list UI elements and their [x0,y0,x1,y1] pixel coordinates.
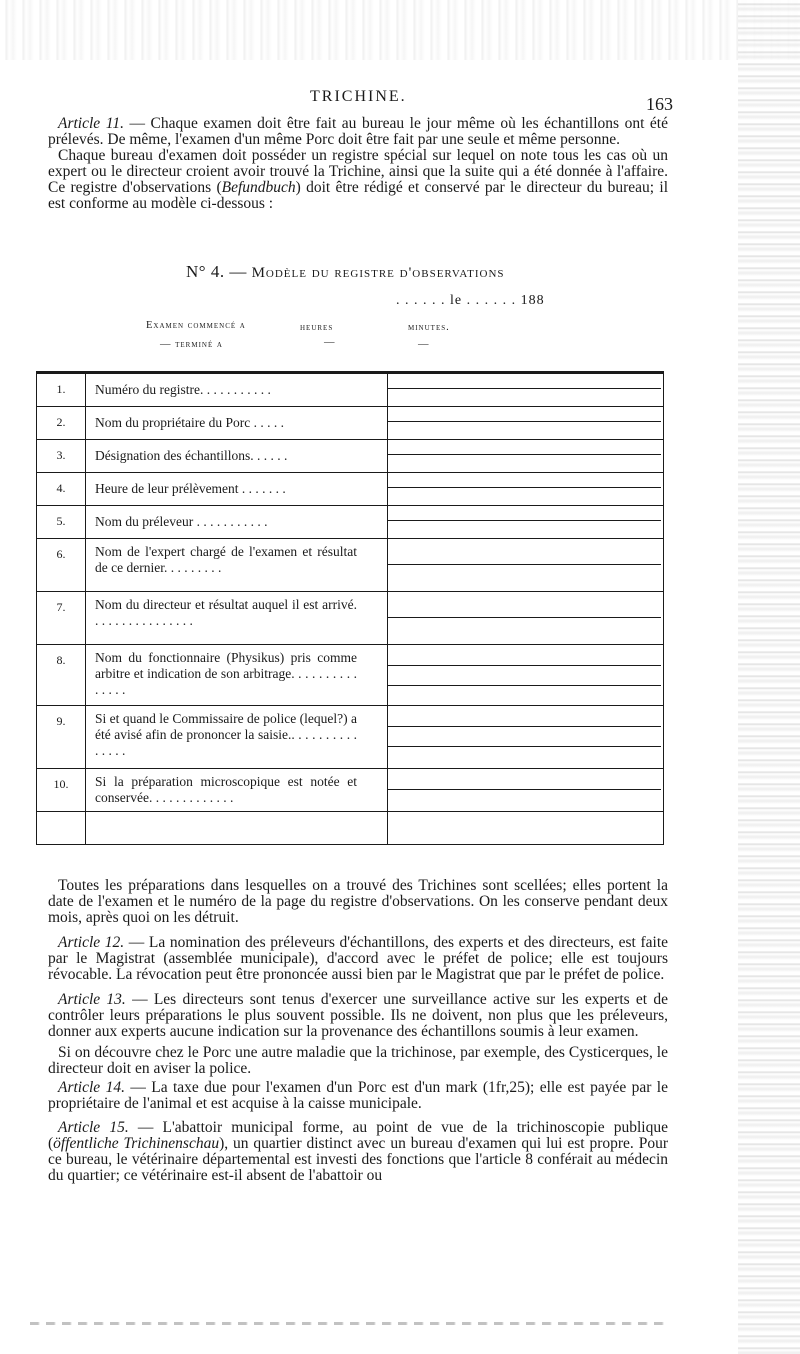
register-row [37,539,663,592]
article-text: — La taxe due pour l'examen d'un Porc est d'un mark (1fr,25); elle est payée par le propriétaire de l'animal et est acquise à la caisse municipale. [48,1079,668,1112]
text-top [48,116,668,212]
article-label: Article 14. [58,1079,125,1096]
register-row [37,374,663,407]
article-label: Article 11. [58,115,124,132]
fill-line [387,388,661,389]
fill-line [387,746,661,747]
fill-line [387,487,661,488]
row-label: Nom du directeur et résultat auquel il est arrivé. . . . . . . . . . . . . . . . [95,597,357,628]
paragraph-article-13 [48,992,668,1040]
row-label: Nom du fonctionnaire (Physikus) pris comme arbitre et indication de son arbitrage. . . . . . . . . . . . . . . [95,650,357,697]
row-number: 4. [56,481,66,495]
registre-text-after: ) doit être rédigé et conservé par le directeur du bureau; il est conforme au modèle ci-dessous : [48,179,669,212]
date-line: . . . . . . le . . . . . . 188 [396,293,545,308]
fill-line [387,726,661,727]
article-text-after: ), un quartier distinct avec un bureau d'examen qui lui est propre. Pour ce bureau, le vétérinaire départemental est investi des fonctions que l'article 8 conférait au médecin du quartier; ce vétérinaire est-il absent de l'abattoir ou [48,1135,668,1184]
minutes-label: minutes. [408,322,450,333]
row-label: Heure de leur prélèvement . . . . . . . [95,481,286,496]
row-number: 3. [56,448,66,462]
register-row [37,645,663,706]
running-head: TRICHINE. [310,88,407,105]
scan-noise-top [0,0,800,60]
article-text: — La nomination des préleveurs d'échantillons, des experts et des directeurs, est faite par le Magistrat (assemblée municipale), d'accord avec le préfet de police; elle est toujours révocable. La révocation peut être prononcée aussi bien par le Magistrat que par le préfet de police. [48,934,669,983]
paragraph-registre [48,148,668,212]
register-row [37,592,663,645]
fill-line [387,685,661,686]
row-number: 7. [56,600,66,614]
model-heading: Modèle du registre d'observations [251,265,505,281]
article-text: — Chaque examen doit être fait au bureau le jour même où les échantillons ont été prélevés. De même, l'examen d'un même Porc doit être fait par une seule et même personne. [48,115,668,148]
scan-noise-bottom [30,1322,670,1325]
fill-line [387,520,661,521]
fill-line [387,665,661,666]
row-number: 9. [56,714,66,728]
register-row [37,473,663,506]
row-label: Nom du propriétaire du Porc . . . . . [95,415,284,430]
hours-label: heures [300,322,334,333]
fill-line [387,564,661,565]
article-label: Article 12. [58,934,125,951]
row-label: Nom du préleveur . . . . . . . . . . . [95,514,268,529]
row-number: 6. [56,547,66,561]
article-text: — Les directeurs sont tenus d'exercer une surveillance active sur les experts et de contrôler leurs préparations le plus souvent possible. Ils ne doivent, non plus que les préleveurs, donner aux experts aucune indication sur la provenance des échantillons soumis à leur examen. [48,991,668,1040]
register-row [37,769,663,812]
article-label: Article 13. [58,991,126,1008]
row-label: Si la préparation microscopique est notée et conservée. . . . . . . . . . . . . [95,774,357,805]
exam-started: Examen commencé a [146,320,246,331]
fill-line [387,454,661,455]
model-title [186,262,505,282]
row-label: Si et quand le Commissaire de police (lequel?) a été avisé afin de prononcer la saisie.. . . . . . . . . . . . . . . [95,711,357,758]
row-number: 5. [56,514,66,528]
paragraph-article-15 [48,1120,668,1184]
paragraph-preparations: Toutes les préparations dans lesquelles on a trouvé des Trichines sont scellées; elles portent la date de l'examen et le numéro de la page du registre d'observations. On les conserve pendant deux mois, après quoi on les détruit. [48,877,668,926]
fill-line [387,789,661,790]
paragraph-cysticerques: Si on découvre chez le Porc une autre maladie que la trichinose, par exemple, des Cysticerques, le directeur doit en aviser la police. [48,1044,668,1077]
paragraph-article-14 [48,1080,668,1112]
article-text-before: — L'abattoir municipal forme, au point de vue de la trichinoscopie publique ( [48,1119,668,1152]
paragraph-article-11 [48,116,668,148]
page-number: 163 [646,94,673,114]
row-number: 2. [56,415,66,429]
paragraph-article-12 [48,935,668,983]
row-label: Nom de l'expert chargé de l'examen et résultat de ce dernier. . . . . . . . . [95,544,357,575]
model-number: N° 4. [186,262,225,281]
text-bottom [48,878,668,1184]
register-form [36,371,664,845]
row-number: 1. [56,382,66,396]
register-row [37,407,663,440]
scan-noise-edge [738,0,800,1354]
register-row [37,440,663,473]
minutes-dash: — [418,339,430,350]
article-italic: öffentliche Trichinenschau [53,1135,220,1152]
row-label: Numéro du registre. . . . . . . . . . . [95,382,271,397]
fill-line [387,617,661,618]
register-row [37,706,663,769]
exam-ended: — terminé a [160,339,223,350]
register-row [37,506,663,539]
row-number: 10. [53,777,69,791]
registre-italic: Befundbuch [221,179,296,196]
fill-line [387,421,661,422]
registre-text-before: Chaque bureau d'examen doit posséder un registre spécial sur lequel on note tous les cas où un expert ou le directeur croient avoir trouvé la Trichine, ainsi que la suite qui a été donnée à l'affaire. Ce registre d'observations ( [48,147,668,196]
row-number: 8. [56,653,66,667]
row-label: Désignation des échantillons. . . . . . [95,448,288,463]
model-dash: — [224,262,252,281]
article-label: Article 15. [58,1119,129,1136]
hours-dash: — [324,337,336,348]
